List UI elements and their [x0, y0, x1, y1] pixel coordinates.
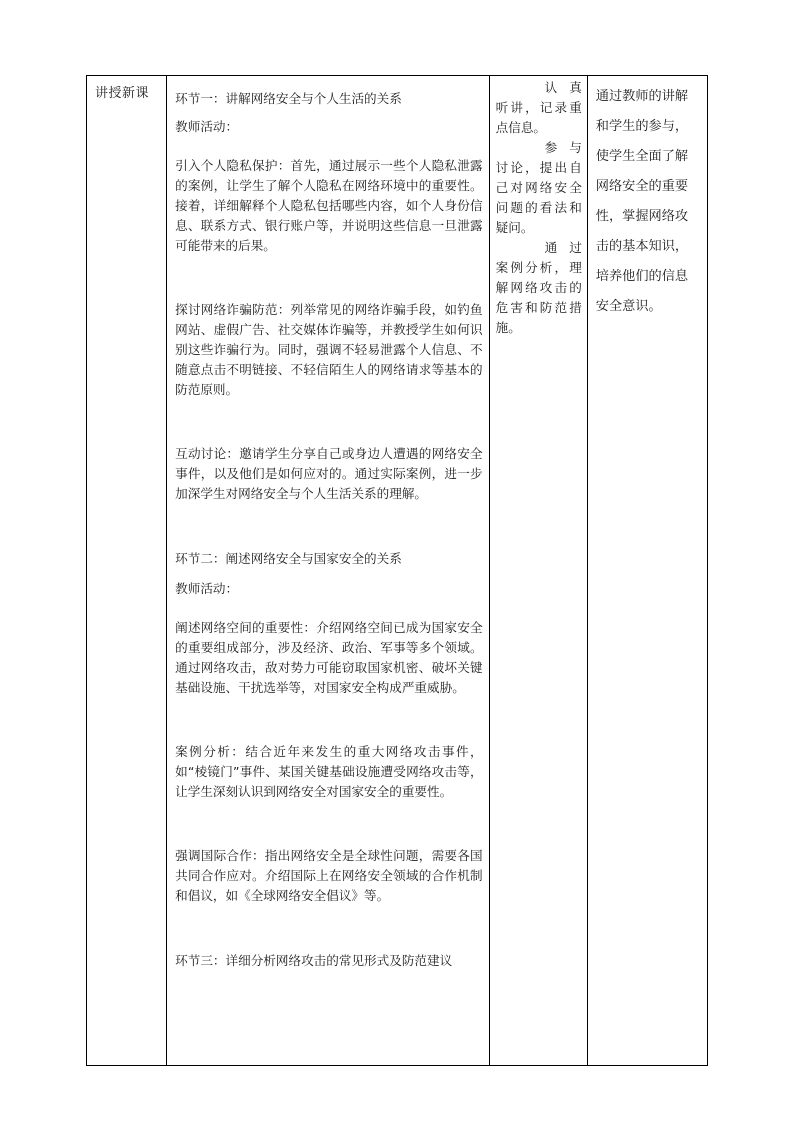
part2-paragraph-cyberspace: 阐述网络空间的重要性：介绍网络空间已成为国家安全的重要组成部分，涉及经济、政治、军事等多个领域。通过网络攻击，敌对势力可能窃取国家机密、破坏关键基础设施、干扰选举等，对国家安全构成严重威胁。: [175, 620, 483, 695]
part2-title: 环节二：阐述网络安全与国家安全的关系: [175, 551, 402, 566]
teacher-activity-cell: [167, 76, 490, 1066]
table-row: [87, 76, 708, 1066]
student-activity-1-head: 认真: [544, 80, 594, 95]
section-label-cell: [87, 76, 167, 1066]
part2-teacher-label: 教师活动：: [175, 581, 239, 596]
lesson-plan-table: [86, 75, 708, 1066]
student-activity-3-head: 通过: [544, 240, 594, 255]
part2-paragraph-cooperation: 强调国际合作：指出网络安全是全球性问题，需要各国共同合作应对。介绍国际上在网络安全领域的合作机制和倡议，如《全球网络安全倡议》等。: [175, 848, 483, 903]
student-activity-2-body: 讨论，提出自己对网络安全问题的看法和疑问。: [495, 160, 582, 235]
student-activity-2-head: 参与: [544, 140, 594, 155]
part1-paragraph-discussion: 互动讨论：邀请学生分享自己或身边人遭遇的网络安全事件，以及他们是如何应对的。通过实际案例，进一步加深学生对网络安全与个人生活关系的理解。: [175, 446, 483, 501]
part1-paragraph-privacy: 引入个人隐私保护：首先，通过展示一些个人隐私泄露的案例，让学生了解个人隐私在网络环境中的重要性。接着，详细解释个人隐私包括哪些内容，如个人身份信息、联系方式、银行账户等，并说明这些信息一旦泄露可能带来的后果。: [175, 158, 483, 253]
part1-paragraph-fraud: 探讨网络诈骗防范：列举常见的网络诈骗手段，如钓鱼网站、虚假广告、社交媒体诈骗等，并教授学生如何识别这些诈骗行为。同时，强调不轻易泄露个人信息、不随意点击不明链接、不轻信陌生人的网络请求等基本的防范原则。: [175, 302, 483, 397]
student-activity-1-body: 听讲，记录重点信息。: [495, 100, 582, 135]
design-purpose-cell: [587, 76, 707, 1066]
part2-paragraph-case: 案例分析：结合近年来发生的重大网络攻击事件，如“棱镜门”事件、某国关键基础设施遭受网络攻击等，让学生深刻认识到网络安全对国家安全的重要性。: [175, 744, 483, 799]
design-purpose-text: 通过教师的讲解和学生的参与，使学生全面了解网络安全的重要性，掌握网络攻击的基本知识，培养他们的信息安全意识。: [595, 89, 689, 314]
part1-title: 环节一：讲解网络安全与个人生活的关系: [175, 91, 402, 106]
part1-teacher-label: 教师活动：: [175, 119, 239, 134]
part3-title: 环节三：详细分析网络攻击的常见形式及防范建议: [175, 953, 453, 968]
section-label: 讲授新课: [95, 86, 150, 101]
student-activity-3-body: 案例分析，理解网络攻击的危害和防范措施。: [495, 260, 582, 335]
student-activity-cell: [489, 76, 594, 1066]
